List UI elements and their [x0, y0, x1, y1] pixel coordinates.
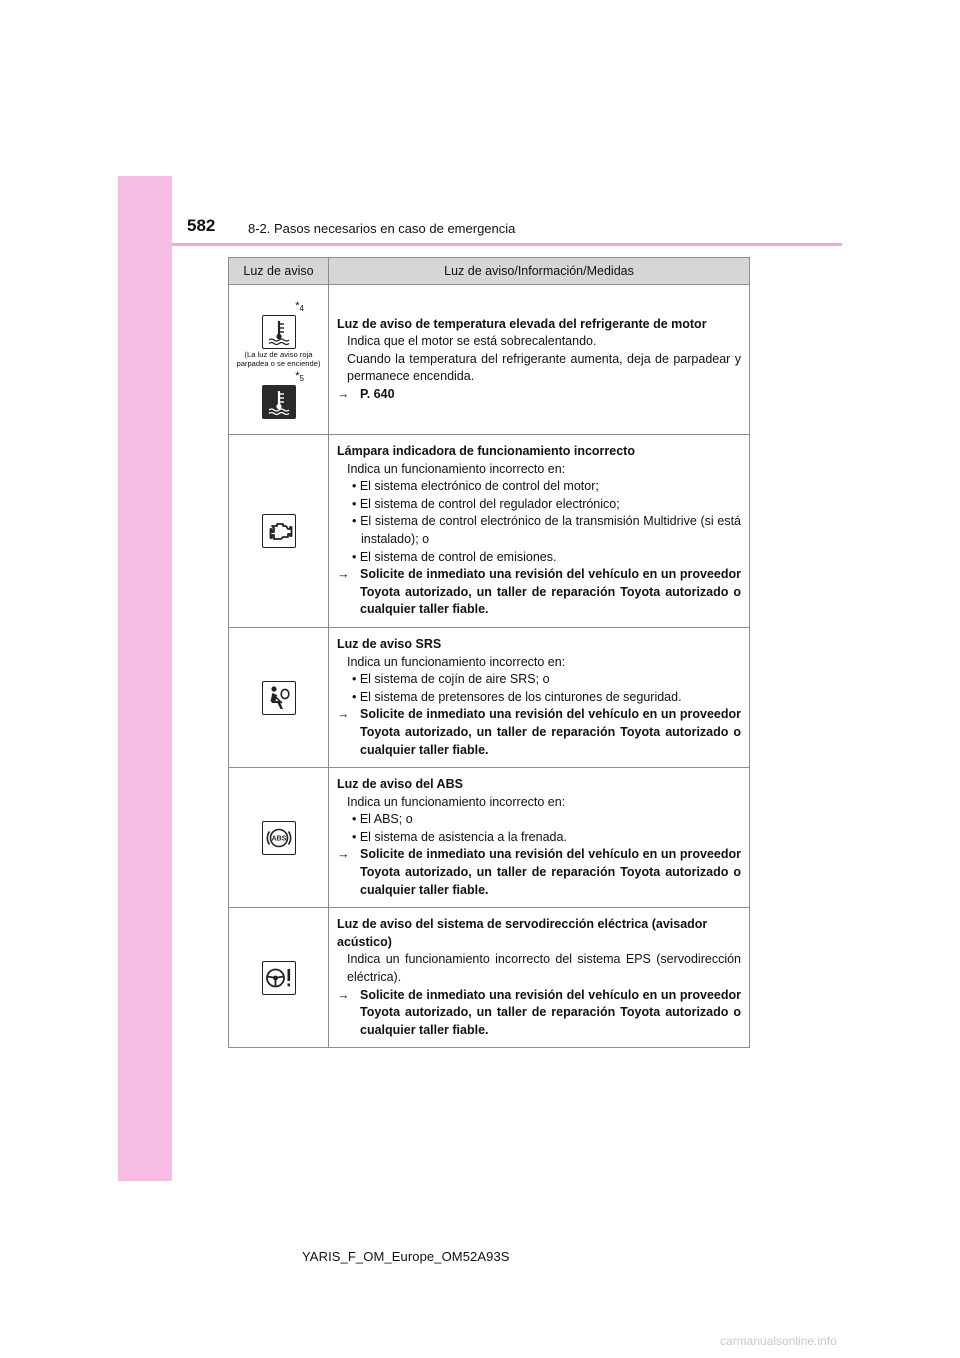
- column-header-warning-light: Luz de aviso: [229, 258, 329, 285]
- airbag-icon: [262, 681, 296, 715]
- row-title: Luz de aviso del ABS: [337, 777, 463, 792]
- description-line: Indica un funcionamiento incorrecto en:: [347, 794, 566, 809]
- action-line: [337, 987, 741, 1040]
- row-title: Luz de aviso de temperatura elevada del refrigerante de motor: [337, 316, 707, 331]
- icon-cell: [229, 908, 329, 1048]
- action-line: [337, 566, 741, 619]
- engine-icon: [262, 514, 296, 548]
- arrow-icon: →: [337, 386, 350, 401]
- description-line: Indica un funcionamiento incorrecto del sistema EPS (servodirección eléctrica).: [347, 952, 741, 985]
- bullet-item: • El sistema de control electrónico de la transmisión Multidrive (si está instalado); o: [352, 514, 741, 546]
- icon-note: (La luz de aviso roja parpadea o se enciende): [236, 349, 321, 368]
- info-cell: [329, 435, 750, 628]
- description-line: Indica un funcionamiento incorrecto en:: [347, 654, 566, 669]
- action-line: [337, 846, 741, 899]
- bullet-item: • El sistema de pretensores de los cinturones de seguridad.: [352, 689, 682, 704]
- icon-cell: [229, 285, 329, 435]
- arrow-icon: →: [337, 707, 350, 722]
- table-row: [229, 285, 750, 435]
- arrow-icon: →: [337, 987, 350, 1002]
- section-title: 8-2. Pasos necesarios en caso de emergencia: [248, 221, 516, 236]
- page-reference: P. 640: [360, 386, 395, 401]
- icon-cell: [229, 768, 329, 908]
- action-text: Solicite de inmediato una revisión del vehículo en un proveedor Toyota autorizado, un taller de reparación Toyota autorizado o cualquier taller fiable.: [360, 847, 741, 897]
- description-line: Indica un funcionamiento incorrecto en:: [347, 461, 566, 476]
- abs-label: ABS: [271, 835, 286, 843]
- header-divider: [172, 243, 842, 246]
- bullet-item: • El sistema de control de emisiones.: [352, 549, 557, 564]
- info-cell: [329, 908, 750, 1048]
- table-row: [229, 768, 750, 908]
- action-line: [337, 386, 741, 404]
- document-code: YARIS_F_OM_Europe_OM52A93S: [302, 1249, 510, 1264]
- watermark: carmanualsonline.info: [720, 1334, 837, 1348]
- warning-lights-table: [228, 257, 750, 1048]
- action-text: Solicite de inmediato una revisión del vehículo en un proveedor Toyota autorizado, un taller de reparación Toyota autorizado o cualquier taller fiable.: [360, 987, 741, 1037]
- footnote-marker: $*_5$: [295, 370, 304, 384]
- table-row: [229, 435, 750, 628]
- table-header-row: [229, 258, 750, 285]
- bullet-item: • El sistema de asistencia a la frenada.: [352, 829, 567, 844]
- icon-cell: [229, 435, 329, 628]
- row-title: Luz de aviso SRS: [337, 636, 442, 651]
- abs-icon: [262, 821, 296, 855]
- chapter-tab-sidebar: [118, 176, 172, 1181]
- row-title: Luz de aviso del sistema de servodirección eléctrica (avisador acústico): [337, 917, 708, 949]
- info-cell: [329, 768, 750, 908]
- arrow-icon: →: [337, 567, 350, 582]
- info-cell: [329, 627, 750, 767]
- action-text: Solicite de inmediato una revisión del vehículo en un proveedor Toyota autorizado, un taller de reparación Toyota autorizado o cualquier taller fiable.: [360, 707, 741, 757]
- info-cell: [329, 285, 750, 435]
- table-row: [229, 627, 750, 767]
- bullet-item: • El ABS; o: [352, 812, 413, 827]
- table-row: [229, 908, 750, 1048]
- action-line: [337, 706, 741, 759]
- bullet-item: • El sistema de control del regulador electrónico;: [352, 496, 620, 511]
- bullet-item: • El sistema electrónico de control del motor;: [352, 479, 599, 494]
- icon-cell: [229, 627, 329, 767]
- coolant-temperature-icon: [262, 315, 296, 349]
- action-text: Solicite de inmediato una revisión del vehículo en un proveedor Toyota autorizado, un taller de reparación Toyota autorizado o cualquier taller fiable.: [360, 567, 741, 617]
- column-header-information: Luz de aviso/Información/Medidas: [329, 258, 750, 285]
- description-line: Indica que el motor se está sobrecalentando.: [347, 334, 597, 349]
- row-title: Lámpara indicadora de funcionamiento incorrecto: [337, 444, 635, 458]
- bullet-item: • El sistema de cojín de aire SRS; o: [352, 672, 550, 687]
- coolant-temperature-icon: [262, 385, 296, 419]
- footnote-marker: $*_4$: [295, 299, 304, 313]
- arrow-icon: →: [337, 847, 350, 862]
- description-line: Cuando la temperatura del refrigerante aumenta, deja de parpadear y permanece encendida.: [347, 351, 741, 384]
- power-steering-icon: [262, 961, 296, 995]
- page-number: 582: [187, 216, 216, 235]
